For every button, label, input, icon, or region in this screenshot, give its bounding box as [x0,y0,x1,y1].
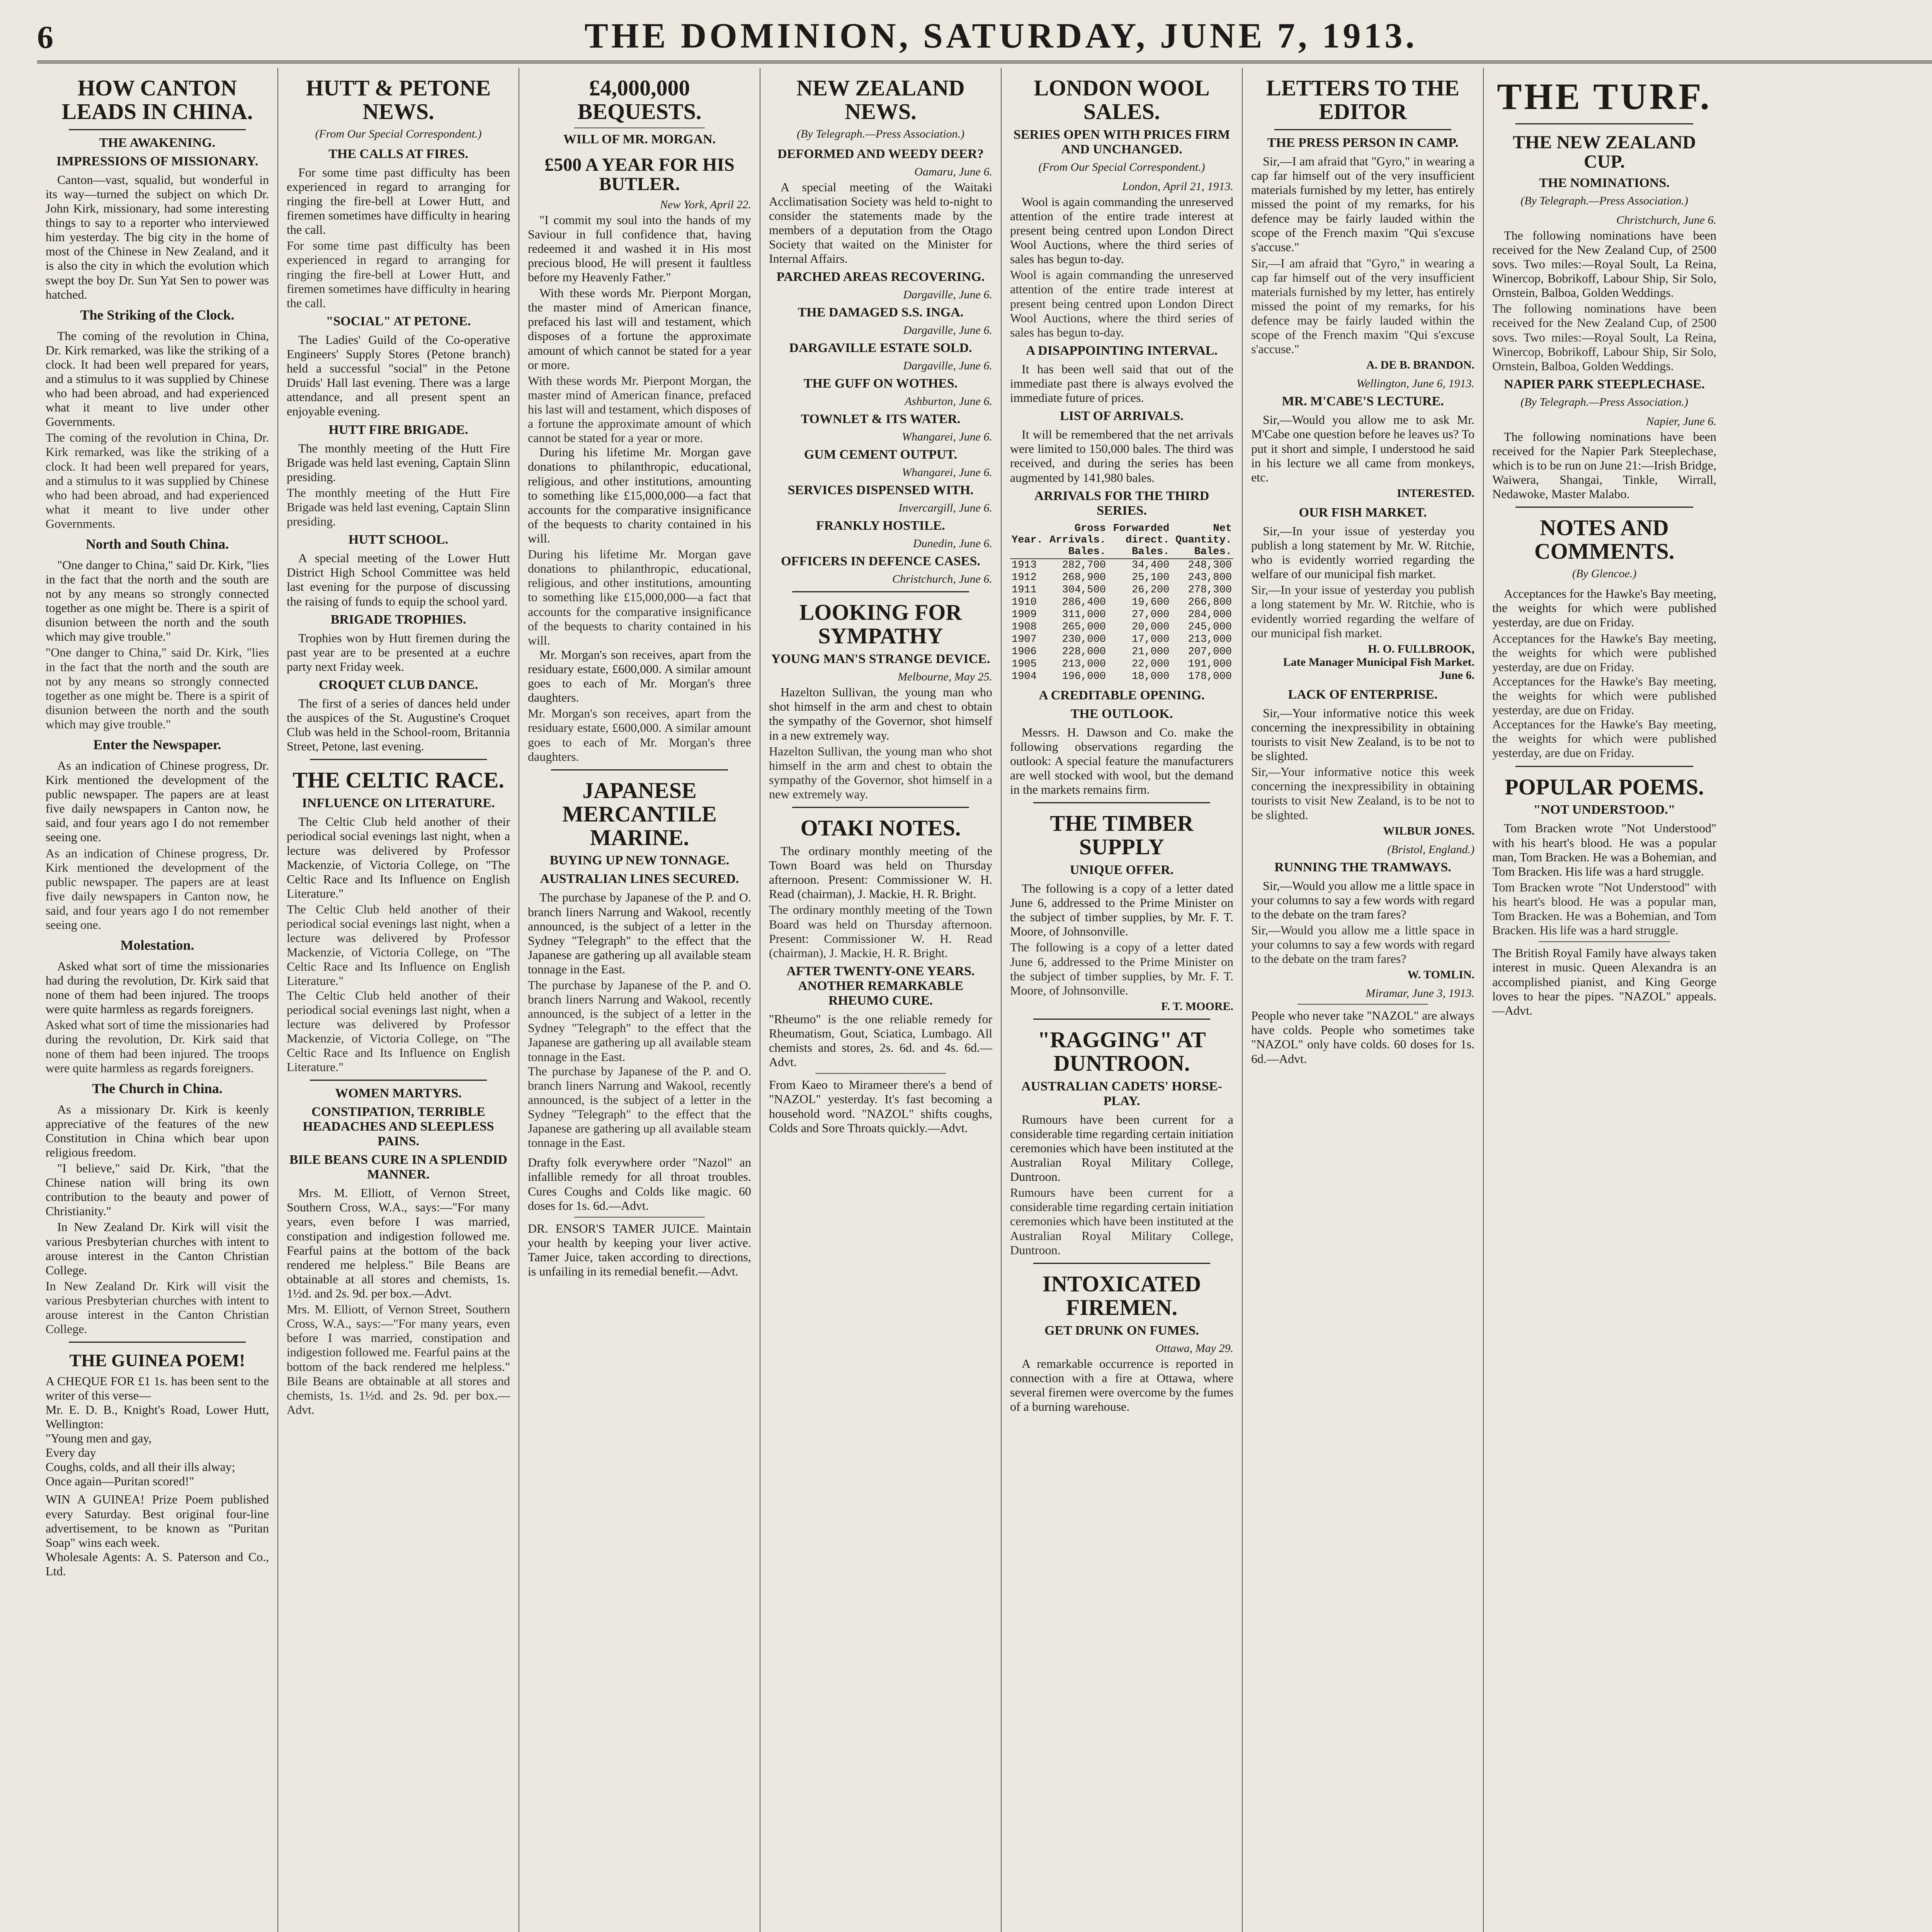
paragraph: The Ladies' Guild of the Co-operative Engineers' Supply Stores (Petone branch) held a successful "social" in the Petone Druids' Hall last evening. There was a large attendance, and all present spent an enjoyable evening. [287,332,510,418]
article-headline: INTOXICATED FIREMEN. [1042,1271,1201,1320]
column-2 [278,68,519,1932]
paragraph: The ordinary monthly meeting of the Town Board was held on Thursday afternoon. Present: Commissioner W. H. Read (chairman), J. Mackie, H. R. Bright. [769,844,992,901]
article-subhead: IMPRESSIONS OF MISSIONARY. [56,154,259,168]
article-headline: POPULAR POEMS. [1505,774,1704,799]
paragraph: Rumours have been current for a considerable time regarding certain initiation ceremonies which have been instituted at the Australian Royal Military College, Duntroon. [1010,1112,1233,1184]
divider [1033,1263,1210,1264]
divider [551,769,728,770]
letter-headline: MR. M'CABE'S LECTURE. [1282,394,1444,409]
divider [1515,507,1693,508]
section-kicker: North and South China. [85,536,229,552]
paragraph: The monthly meeting of the Hutt Fire Brigade was held last evening, Captain Slinn presiding. [287,485,510,529]
article-subhead: DEFORMED AND WEEDY DEER? [777,146,984,161]
paragraph: The purchase by Japanese of the P. and O. branch liners Narrung and Wakool, recently announced, is the subject of a letter in the Sydney "Telegraph" to the effect that the Japanese are gathering up all available steam tonnage in the East. [528,890,751,976]
paragraph: During his lifetime Mr. Morgan gave donations to philanthropic, educational, religious, and other institutions, amounting to something like £15,000,000—a fact that accounts for the comparative insignificance of the bequests to charity contained in his will. [528,445,751,545]
article-body [1492,587,1716,760]
article-body [287,631,510,674]
paragraph: For some time past difficulty has been experienced in regard to arranging for ringing the fire-bell at Lower Hutt, and firemen sometimes have difficulty in hearing the call. [287,165,510,237]
paragraph: Tom Bracken wrote "Not Understood" with his heart's blood. He was a popular man, Tom Bracken. He was a Bohemian, and Tom Bracken. His life was a hard struggle. [1492,821,1716,878]
letter-signature: F. T. MOORE. [1161,1000,1233,1013]
paragraph: Acceptances for the Hawke's Bay meeting, the weights for which were published yesterday, are due on Friday. [1492,631,1716,674]
letter-signature: WILBUR JONES. [1383,824,1475,837]
table-cell: 178,000 [1188,670,1232,682]
table-row [1010,609,1233,621]
paragraph: Rumours have been current for a considerable time regarding certain initiation ceremonies which have been instituted at the Australian Royal Military College, Duntroon. [1010,1185,1233,1257]
table-cell: 1906 [1012,646,1037,658]
advert-body: The British Royal Family have always taken interest in music. Queen Alexandra is an accomplished pianist, and King George loves to hear the pipes. "NAZOL" appeals.—Advt. [1492,946,1716,1017]
table-cell: 17,000 [1132,633,1170,645]
letter-body [1251,154,1475,357]
table-row [1010,596,1233,609]
section-headline: THE TURF. [1497,76,1712,117]
article-body [528,890,751,1150]
divider [310,759,487,760]
column-5 [1002,68,1243,1932]
table-cell: 21,000 [1132,646,1170,658]
table-cell: 248,300 [1188,559,1232,571]
paragraph: The purchase by Japanese of the P. and O. branch liners Narrung and Wakool, recently announced, is the subject of a letter in the Sydney "Telegraph" to the effect that the Japanese are gathering up all available steam tonnage in the East. [528,1064,751,1150]
paragraph: As an indication of Chinese progress, Dr. Kirk mentioned the development of the public newspaper. The papers are at least five daily newspapers in Canton now, he said, and four years ago I do not remember seeing one. [46,846,269,932]
paragraph: Sir,—In your issue of yesterday you publish a long statement by Mr. W. Ritchie, who is evidently worried regarding the welfare of our municipal fish market. [1251,583,1475,640]
paragraph: Wool is again commanding the unreserved attention of the entire trade interest at present being centred upon London Direct Wool Auctions, where the third series of sales has begun to-day. [1010,194,1233,266]
table-cell: 196,000 [1062,670,1106,682]
column-3 [519,68,760,1932]
article-body [1010,195,1233,340]
paragraph: Wool is again commanding the unreserved attention of the entire trade interest at present being centred upon London Direct Wool Auctions, where the third series of sales has begun to-day. [1010,268,1233,339]
article-subhead: LIST OF ARRIVALS. [1060,409,1184,423]
table-cell: 1910 [1012,596,1037,608]
dateline: Christchurch, June 6. [892,573,992,586]
page-number: 6 [37,19,53,55]
paragraph: The Celtic Club held another of their periodical social evenings last night, when a lecture was delivered by Professor Mackenzie, of Victoria College, on "The Celtic Race and Its Influence on English Literature." [287,902,510,988]
article-subhead: A DISAPPOINTING INTERVAL. [1026,343,1218,358]
article-headline: HUTT & PETONE NEWS. [306,75,491,124]
table-header-cell: Net Quantity. Bales. [1171,522,1233,559]
article-body [1492,821,1716,937]
table-cell: 19,600 [1132,596,1170,608]
divider [1515,123,1693,124]
paragraph: With these words Mr. Pierpont Morgan, the master mind of American finance, prefaced his last will and testament, which disposes of a fortune the approximate amount of which cannot be stated for a year or more. [528,373,751,445]
divider [69,1342,246,1343]
paragraph: It has been well said that out of the immediate past there is always evolved the immediate future of prices. [1010,362,1233,405]
article-body [1010,362,1233,405]
article-body [769,844,992,960]
paragraph: In New Zealand Dr. Kirk will visit the various Presbyterian churches with intent to arouse interest in the Canton Christian College. [46,1279,269,1336]
table-header-cell: Year. [1010,522,1044,559]
article-subhead: CROQUET CLUB DANCE. [318,677,478,692]
article-subhead: PARCHED AREAS RECOVERING. [776,270,985,284]
divider [1033,802,1210,803]
article-body [1010,427,1233,485]
table-cell: 311,000 [1062,609,1106,621]
paragraph: Mrs. M. Elliott, of Vernon Street, Southern Cross, W.A., says:—"For many years, even before I was married, constipation and indigestion followed me. Fearful pains at the bottom of the back rendered me helpless." Bile Beans are obtainable at all stores and chemists, 1s. 1½d. and 2s. 9d. per box.—Advt. [287,1186,510,1301]
section-headline: LETTERS TO THE EDITOR [1266,75,1459,124]
paragraph: The coming of the revolution in China, Dr. Kirk remarked, was like the striking of a clock. It had been well prepared for years, and a stimulus to it was supplied by Chinese who had been abroad, and had experienced what it meant to live under other Governments. [46,328,269,429]
paragraph: "One danger to China," said Dr. Kirk, "lies in the fact that the north and the south are not by any means so strongly connected together as one might be. There is a spirit of disunion between the north and the south which may give trouble." [46,645,269,731]
table-cell: 18,000 [1132,670,1170,682]
paragraph: The following is a copy of a letter dated June 6, addressed to the Prime Minister on the subject of timber supplies, by Mr. F. T. Moore, of Johnsonville. [1010,940,1233,997]
dateline: New York, April 22. [660,198,751,211]
table-row [1010,571,1233,584]
paragraph: Mrs. M. Elliott, of Vernon Street, Southern Cross, W.A., says:—"For many years, even before I was married, constipation and indigestion followed me. Fearful pains at the bottom of the back rendered me helpless." Bile Beans are obtainable at all stores and chemists, 1s. 1½d. and 2s. 9d. per box.—Advt. [287,1302,510,1417]
article-body [528,213,751,764]
paragraph: Canton—vast, squalid, but wonderful in its way—turned the subject on which Dr. John Kirk, missionary, had some interesting things to say to a reporter who interviewed him yesterday. The big city in the home of most of the Chinese in New Zealand, and it is also the city in which the evolution which swept the boy Dr. Sun Yat Sen to power was hatched. [46,172,269,301]
article-headline: £4,000,000 BEQUESTS. [577,75,702,124]
paragraph: The coming of the revolution in China, Dr. Kirk remarked, was like the striking of a clock. It had been well prepared for years, and a stimulus to it was supplied by Chinese who had been abroad, and had experienced what it meant to live under other Governments. [46,430,269,531]
byline: (By Telegraph.—Press Association.) [1520,194,1688,207]
article-subhead: THE OUTLOOK. [1070,706,1173,721]
divider [1033,1019,1210,1020]
paragraph: Acceptances for the Hawke's Bay meeting, the weights for which were published yesterday, are due on Friday. [1492,587,1716,629]
article-subhead: "NOT UNDERSTOOD." [1533,803,1675,817]
article-headline: HOW CANTON LEADS IN CHINA. [61,75,253,124]
article-subhead: HUTT SCHOOL. [348,532,449,547]
article-subhead: SERVICES DISPENSED WITH. [787,483,974,498]
table-cell: 213,000 [1188,633,1232,645]
dateline: Melbourne, May 25. [898,670,992,684]
paragraph: The purchase by Japanese of the P. and O. branch liners Narrung and Wakool, recently announced, is the subject of a letter in the Sydney "Telegraph" to the effect that the Japanese are gathering up all available steam tonnage in the East. [528,978,751,1064]
table-cell: 284,000 [1188,609,1232,621]
advert-headline: AFTER TWENTY-ONE YEARS. ANOTHER REMARKABLE RHEUMO CURE. [786,964,975,1008]
divider [1515,766,1693,767]
paragraph: A special meeting of the Waitaki Acclimatisation Society was held to-night to consider the statements made by the members of a deputation from the Otago Society that waited on the Minister for Internal Affairs. [769,180,992,266]
masthead [37,17,1932,63]
byline: (From Our Special Correspondent.) [315,127,482,140]
section-kicker: Molestation. [120,937,194,953]
article-headline: JAPANESE MERCANTILE MARINE. [562,777,717,850]
letter-signature: H. O. FULLBROOK, Late Manager Municipal Fish Market. June 6. [1283,642,1475,682]
article-subhead: BRIGADE TROPHIES. [330,612,466,627]
article-subhead: INFLUENCE ON LITERATURE. [302,796,495,811]
paragraph: Hazelton Sullivan, the young man who shot himself in the arm and chest to obtain the sympathy of the Governor, shot himself in a new extremely way. [769,744,992,801]
article-body [287,696,510,753]
table-body [1010,559,1233,683]
paragraph: Asked what sort of time the missionaries had during the revolution, Dr. Kirk said that none of them had been injured. The troops were quite harmless as regards foreigners. [46,1018,269,1075]
advert-headline: THE GUINEA POEM! [69,1350,245,1371]
table-cell: 207,000 [1188,646,1232,658]
paragraph: Mr. Morgan's son receives, apart from the residuary estate, £600,000. A similar amount goes to each of Mr. Morgan's three daughters. [528,706,751,764]
table-title: ARRIVALS FOR THE THIRD SERIES. [1034,488,1209,518]
article-subhead: HUTT FIRE BRIGADE. [328,422,468,437]
arrivals-table [1010,522,1233,683]
article-body [287,441,510,529]
article-body [769,180,992,266]
paragraph: The first of a series of dances held under the auspices of the St. Augustine's Croquet Club was held in the School-room, Britannia Street, Petone, last evening. [287,696,510,753]
paragraph: Sir,—Would you allow me a little space in your columns to say a few words with regard to the debate on the tram fares? [1251,878,1475,921]
article-subhead: THE NOMINATIONS. [1539,175,1670,190]
article-headline: NEW ZEALAND NEWS. [796,75,965,124]
column-1 [37,68,278,1932]
paragraph: Sir,—Would you allow me a little space in your columns to say a few words with regard to the debate on the tram fares? [1251,923,1475,966]
paragraph: Tom Bracken wrote "Not Understood" with his heart's blood. He was a popular man, Tom Bracken. He was a Bohemian, and Tom Bracken. His life was a hard struggle. [1492,880,1716,937]
dateline: Napier, June 6. [1646,415,1716,428]
table-cell: 1908 [1012,621,1037,633]
dateline: Dargaville, June 6. [903,324,992,337]
paragraph: "I believe," said Dr. Kirk, "that the Chinese nation will bring its own contribution to the beauty and power of Christianity." [46,1161,269,1218]
article-subhead: FRANKLY HOSTILE. [816,519,945,533]
article-body [287,551,510,608]
article-subhead: THE CALLS AT FIRES. [328,146,468,161]
table-cell: 268,900 [1062,571,1106,583]
advert-body [287,1186,510,1417]
table-cell: 1904 [1012,670,1037,682]
paragraph: In New Zealand Dr. Kirk will visit the various Presbyterian churches with intent to arouse interest in the Canton Christian College. [46,1220,269,1277]
letter-body [1251,524,1475,640]
table-row [1010,670,1233,683]
paragraph: Sir,—I am afraid that "Gyro," in wearing a cap far himself out of the very insufficient materials furnished by my letter, has entirely missed the point of my remarks, for his defence may be fairly lauded within the scope of the French maxim "Qui s'excuse s'accuse." [1251,256,1475,356]
paragraph: The following nominations have been received for the New Zealand Cup, of 2500 sovs. Two miles:—Royal Soult, La Reina, Winercop, Bobrikoff, Labour Ship, Sir Solo, Ornstein, Balboa, Golden Weddings. [1492,228,1716,300]
table-cell: 34,400 [1132,559,1170,571]
paragraph: Sir,—Would you allow me to ask Mr. M'Cabe one question before he leaves us? To put it short and simple, I understood he said in his lecture we all came from monkeys, etc. [1251,413,1475,484]
paragraph: During his lifetime Mr. Morgan gave donations to philanthropic, educational, religious, and other institutions, amounting to something like £15,000,000—a fact that accounts for the comparative insignificance of the bequests to charity contained in his will. [528,547,751,647]
article-subhead: WILL OF MR. MORGAN. [563,132,716,146]
article-body [1010,725,1233,797]
article-body [1010,1357,1233,1414]
table-cell: 286,400 [1062,596,1106,608]
byline: (By Telegraph.—Press Association.) [797,127,964,140]
table-row [1010,584,1233,596]
paragraph: Sir,—In your issue of yesterday you publish a long statement by Mr. W. Ritchie, who is evidently worried regarding the welfare of our municipal fish market. [1251,524,1475,581]
table-cell: 282,700 [1062,559,1106,571]
divider [1274,129,1451,130]
byline: (From Our Special Correspondent.) [1038,160,1205,173]
article-subhead: A CREDITABLE OPENING. [1039,688,1205,702]
article-subhead: THE DAMAGED S.S. INGA. [798,305,964,320]
paragraph: "I commit my soul into the hands of my Saviour in full confidence that, having redeemed it and washed it in His most precious blood, He will present it faultless before my Heavenly Father." [528,213,751,284]
paragraph: Hazelton Sullivan, the young man who shot himself in the arm and chest to obtain the sympathy of the Governor, shot himself in a new extremely way. [769,685,992,742]
section-kicker: The Striking of the Clock. [80,307,235,323]
paragraph: The Celtic Club held another of their periodical social evenings last night, when a lecture was delivered by Professor Mackenzie, of Victoria College, on "The Celtic Race and Its Influence on English Literature." [287,988,510,1074]
column-4 [760,68,1002,1932]
table-cell: 228,000 [1062,646,1106,658]
dateline: Whangarei, June 6. [902,466,992,479]
dateline: Christchurch, June 6. [1616,213,1716,226]
table-header-row [1010,522,1233,559]
article-subhead: OFFICERS IN DEFENCE CASES. [781,554,980,569]
table-cell: 243,800 [1188,571,1232,583]
letter-headline: THE PRESS PERSON IN CAMP. [1267,135,1459,150]
paragraph: A special meeting of the Lower Hutt District High School Committee was held last evening for the purpose of discussing the raising of funds to equip the school yard. [287,551,510,608]
column-grid [37,68,1932,1932]
article-body [46,173,269,1337]
table-cell: 1907 [1012,633,1037,645]
article-body [1492,228,1716,373]
dateline: Dunedin, June 6. [913,537,992,550]
article-headline: THE TIMBER SUPPLY [1050,811,1194,860]
advert-body: WIN A GUINEA! Prize Poem published every Saturday. Best original four-line advertisement, to be known as "Puritan Soap" wins each week. Wholesale Agents: A. S. Paterson and Co., Ltd. [46,1492,269,1578]
byline: (By Telegraph.—Press Association.) [1520,395,1688,408]
letter-headline: LACK OF ENTERPRISE. [1288,687,1438,702]
dateline: Oamaru, June 6. [914,165,992,178]
article-body [287,165,510,310]
article-body [1492,430,1716,502]
paragraph: Acceptances for the Hawke's Bay meeting, the weights for which were published yesterday, are due on Friday. [1492,717,1716,760]
paragraph: As an indication of Chinese progress, Dr. Kirk mentioned the development of the public newspaper. The papers are at least five daily newspapers in Canton now, he said, and four years ago I do not remember seeing one. [46,758,269,844]
article-body [287,815,510,1074]
table-cell: 27,000 [1132,609,1170,621]
table-cell: 1905 [1012,658,1037,670]
table-cell: 20,000 [1132,621,1170,633]
divider [69,129,246,130]
article-body [1010,881,1233,998]
article-subhead: TOWNLET & ITS WATER. [801,412,961,427]
table-cell: 265,000 [1062,621,1106,633]
section-kicker: The Church in China. [92,1080,223,1096]
divider [574,1217,705,1218]
advert-subhead: CONSTIPATION, TERRIBLE HEADACHES AND SLEEPLESS PAINS. [303,1105,494,1149]
article-subhead: AUSTRALIAN LINES SECURED. [540,872,739,886]
letter-headline: OUR FISH MARKET. [1299,505,1427,520]
article-subhead: UNIQUE OFFER. [1070,862,1174,877]
table-row [1010,646,1233,658]
dateline: Miramar, June 3, 1913. [1366,987,1475,1000]
article-subhead: YOUNG MAN'S STRANGE DEVICE. [771,652,990,667]
table-cell: 266,800 [1188,596,1232,608]
paragraph: The following nominations have been received for the New Zealand Cup, of 2500 sovs. Two miles:—Royal Soult, La Reina, Winercop, Bobrikoff, Labour Ship, Sir Solo, Ornstein, Balboa, Golden Weddings. [1492,301,1716,373]
letter-body [1251,879,1475,966]
article-headline: NOTES AND COMMENTS. [1534,515,1675,564]
paragraph: The following nominations have been received for the Napier Park Steeplechase, which is to be run on June 21:—Irish Bridge, Waiwera, Shangai, Tinkle, Wirrall, Nedawoke, Master Malabo. [1492,429,1716,501]
article-subhead: SERIES OPEN WITH PRICES FIRM AND UNCHANGED. [1013,127,1230,156]
dateline: Ashburton, June 6. [905,395,992,408]
article-subhead: DARGAVILLE ESTATE SOLD. [789,341,972,355]
paragraph: As a missionary Dr. Kirk is keenly appreciative of the features of the new Constitution in China which bear upon religious freedom. [46,1102,269,1159]
paragraph: A remarkable occurrence is reported in connection with a fire at Ottawa, where several firemen were overcome by the fumes of a burning warehouse. [1010,1356,1233,1413]
article-headline: THE CELTIC RACE. [293,767,504,793]
paragraph: "One danger to China," said Dr. Kirk, "lies in the fact that the north and the south are not by any means so strongly connected together as one might be. There is a spirit of disunion between the north and the south which may give trouble." [46,558,269,644]
masthead-title: THE DOMINION, SATURDAY, JUNE 7, 1913. [584,16,1418,55]
paragraph: Sir,—Your informative notice this week concerning the inexpressibility in obtaining tourists to visit New Zealand, is to be not to be slighted. [1251,765,1475,822]
dateline: Wellington, June 6, 1913. [1356,377,1475,390]
advert-body: DR. ENSOR'S TAMER JUICE. Maintain your health by keeping your liver active. Tamer Juice, taken according to directions, is unfailing in its remedial benefit.—Advt. [528,1221,751,1279]
table-row [1010,621,1233,633]
table-cell: 1913 [1012,559,1037,571]
dateline: Whangarei, June 6. [902,430,992,444]
article-body [1010,1112,1233,1257]
paragraph: Acceptances for the Hawke's Bay meeting, the weights for which were published yesterday, are due on Friday. [1492,674,1716,717]
dateline: Dargaville, June 6. [903,359,992,372]
divider [1539,941,1670,942]
article-subhead: GUM CEMENT OUTPUT. [804,447,957,462]
letter-headline: RUNNING THE TRAMWAYS. [1274,860,1451,874]
table-cell: 304,500 [1062,584,1106,596]
divider [310,1080,487,1081]
byline: (By Glencoe.) [1572,567,1637,580]
paragraph: It will be remembered that the net arrivals were limited to 150,000 bales. The third was received, and during the series has been augmented by 141,980 bales. [1010,427,1233,485]
paragraph: Sir,—Your informative notice this week concerning the inexpressibility in obtaining tourists to visit New Zealand, is to be not to be slighted. [1251,706,1475,763]
table-row [1010,658,1233,670]
paragraph: With these words Mr. Pierpont Morgan, the master mind of American finance, prefaced his last will and testament, which disposes of a fortune the approximate amount of which cannot be stated for a year or more. [528,286,751,372]
article-headline: OTAKI NOTES. [800,815,961,841]
advert-body: "Rheumo" is the one reliable remedy for Rheumatism, Gout, Sciatica, Lumbago. All chemists and stores, 2s. 6d. and 4s. 6d.—Advt. [769,1012,992,1069]
paragraph: Sir,—I am afraid that "Gyro," in wearing a cap far himself out of the very insufficient materials furnished by my letter, has entirely missed the point of my remarks, for his defence may be fairly lauded within the scope of the French maxim "Qui s'excuse s'accuse." [1251,154,1475,254]
table-cell: 278,300 [1188,584,1232,596]
divider [792,591,969,592]
table-cell: 26,200 [1132,584,1170,596]
dateline: Ottawa, May 29. [1155,1342,1233,1355]
table-cell: 245,000 [1188,621,1232,633]
paragraph: Trophies won by Hutt firemen during the past year are to be presented at a euchre party next Friday week. [287,631,510,673]
section-kicker: Enter the Newspaper. [93,737,221,753]
column-6 [1243,68,1484,1932]
table-cell: 1909 [1012,609,1037,621]
paragraph: The Celtic Club held another of their periodical social evenings last night, when a lecture was delivered by Professor Mackenzie, of Victoria College, on "The Celtic Race and Its Influence on English Literature." [287,815,510,900]
table-row [1010,633,1233,646]
article-body [287,333,510,419]
table-cell: 230,000 [1062,633,1106,645]
advert-subhead: BILE BEANS CURE IN A SPLENDID MANNER. [289,1153,507,1182]
article-subhead: THE AWAKENING. [99,135,216,150]
advert-body: A CHEQUE FOR £1 1s. has been sent to the writer of this verse— Mr. E. D. B., Knight's Road, Lower Hutt, Wellington: "Young men and gay, Every day Coughs, colds, and all their ills alway; Once again—Puritan scored!" [46,1374,269,1488]
table-cell: 213,000 [1062,658,1106,670]
column-7 [1484,68,1725,1932]
divider [1298,1004,1428,1005]
letter-body [1251,706,1475,822]
dateline: Dargaville, June 6. [903,288,992,301]
letter-signature: W. TOMLIN. [1407,968,1475,981]
article-subhead: GET DRUNK ON FUMES. [1044,1323,1199,1338]
article-headline: LONDON WOOL SALES. [1034,75,1210,124]
paragraph: Mr. Morgan's son receives, apart from the residuary estate, £600,000. A similar amount goes to each of Mr. Morgan's three daughters. [528,647,751,705]
article-headline: "RAGGING" AT DUNTROON. [1037,1027,1206,1076]
letter-signature: INTERESTED. [1397,486,1475,500]
dateline: (Bristol, England.) [1387,843,1475,856]
article-subhead: THE GUFF ON WOTHES. [803,376,958,391]
table-cell: 1911 [1012,584,1037,596]
table-cell: 191,000 [1188,658,1232,670]
article-headline: £500 A YEAR FOR HIS BUTLER. [544,154,735,195]
dateline: London, April 21, 1913. [1122,180,1233,193]
dateline: Invercargill, June 6. [898,502,992,515]
paragraph: The monthly meeting of the Hutt Fire Brigade was held last evening, Captain Slinn presiding. [287,441,510,484]
advert-headline: WOMEN MARTYRS. [335,1086,462,1101]
letter-body [1251,413,1475,485]
divider [815,1073,946,1074]
article-body [769,685,992,801]
advert-body: People who never take "NAZOL" are always have colds. People who sometimes take "NAZOL" only have colds. 60 doses for 1s. 6d.—Advt. [1251,1009,1475,1066]
table-cell: 1912 [1012,571,1037,583]
table-row [1010,559,1233,571]
letter-signature: A. DE B. BRANDON. [1366,359,1475,372]
table-cell: 25,100 [1132,571,1170,583]
paragraph: The following is a copy of a letter dated June 6, addressed to the Prime Minister on the subject of timber supplies, by Mr. F. T. Moore, of Johnsonville. [1010,881,1233,939]
paragraph: The ordinary monthly meeting of the Town Board was held on Thursday afternoon. Present: Commissioner W. H. Read (chairman), J. Mackie, H. R. Bright. [769,903,992,960]
advert-body: Drafty folk everywhere order "Nazol" an infallible remedy for all throat troubles. Cures Coughs and Colds like magic. 60 doses for 1s. 6d.—Advt. [528,1155,751,1213]
divider [792,807,969,808]
article-subhead: NAPIER PARK STEEPLECHASE. [1504,377,1705,391]
advert-body: From Kaeo to Mirameer there's a bend of "NAZOL" yesterday. It's fast becoming a household word. "NAZOL" shifts coughs, Colds and Sore Throats quickly.—Advt. [769,1078,992,1135]
table-header-cell: Forwarded direct. Bales. [1107,522,1171,559]
article-subhead: BUYING UP NEW TONNAGE. [549,853,730,868]
article-headline: THE NEW ZEALAND CUP. [1513,132,1696,172]
article-subhead: AUSTRALIAN CADETS' HORSE-PLAY. [1021,1079,1222,1108]
table-header-cell: Gross Arrivals. Bales. [1044,522,1107,559]
paragraph: For some time past difficulty has been experienced in regard to arranging for ringing the fire-bell at Lower Hutt, and firemen sometimes have difficulty in hearing the call. [287,238,510,310]
paragraph: Messrs. H. Dawson and Co. make the following observations regarding the outlook: A special feature the manufacturers are well stocked with wool, but the demand in the markets remains firm. [1010,725,1233,797]
article-subhead: "SOCIAL" AT PETONE. [326,314,471,328]
paragraph: Asked what sort of time the missionaries had during the revolution, Dr. Kirk said that none of them had been injured. The troops were quite harmless as regards foreigners. [46,959,269,1016]
table-cell: 22,000 [1132,658,1170,670]
article-headline: LOOKING FOR SYMPATHY [799,600,962,649]
